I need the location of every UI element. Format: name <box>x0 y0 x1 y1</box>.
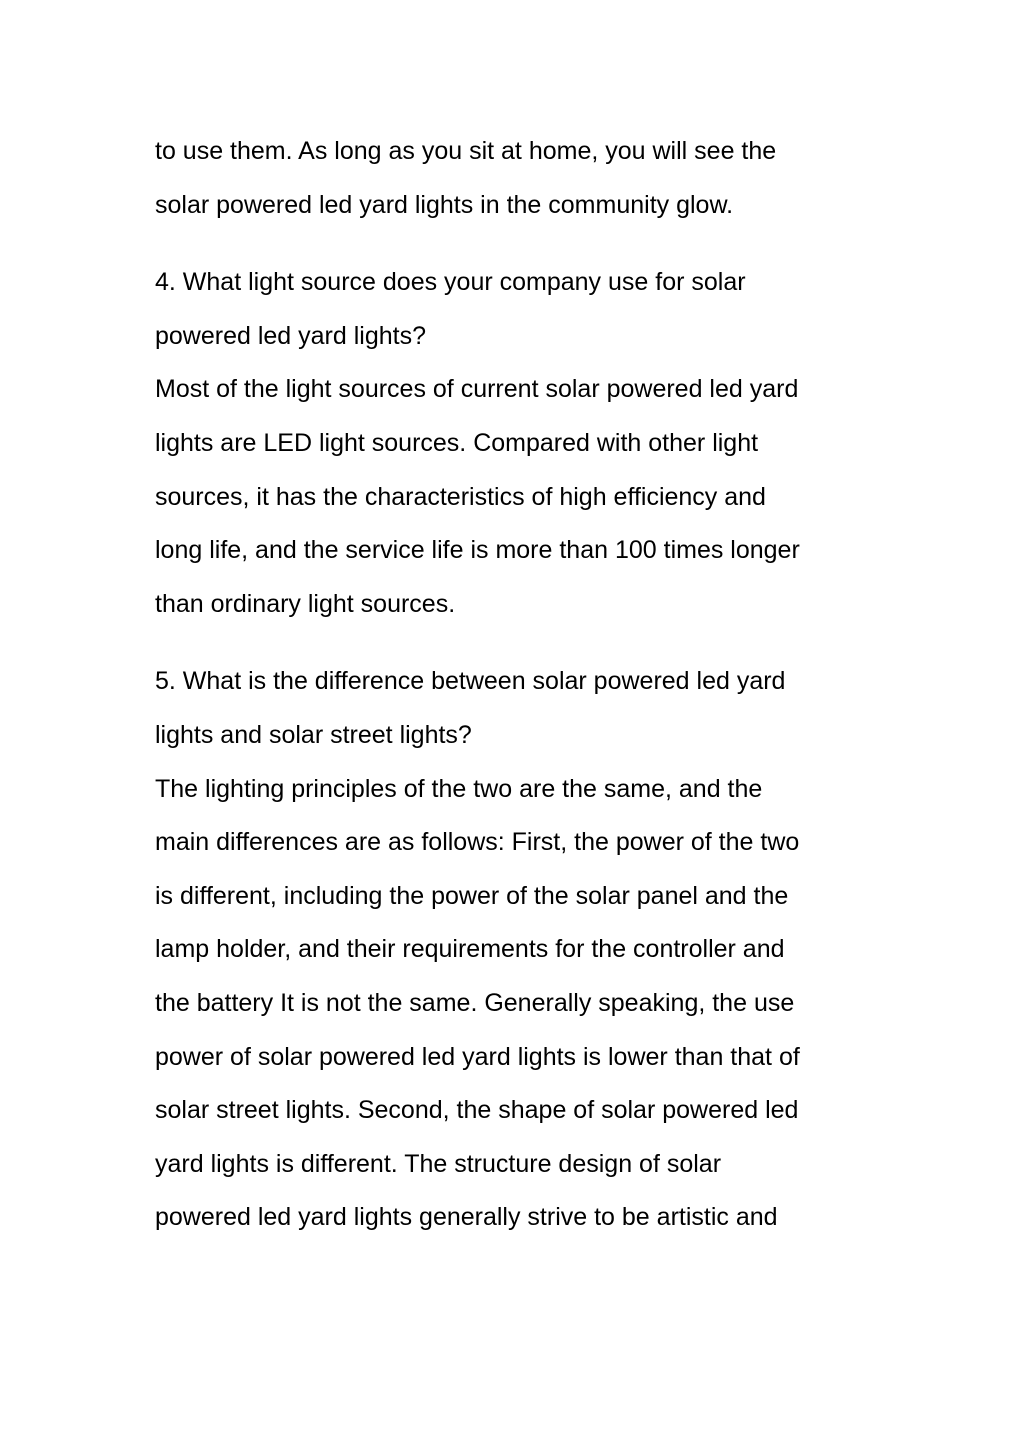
question-5-answer-line: The lighting principles of the two are the same, and the <box>155 774 763 803</box>
question-4-heading-line: powered led yard lights? <box>155 321 426 350</box>
paragraph-gap <box>155 631 885 655</box>
question-5-answer-line: powered led yard lights generally strive to be artistic and <box>155 1203 778 1232</box>
paragraph-gap <box>155 232 885 256</box>
document-body <box>155 125 885 1245</box>
question-4-answer-line: sources, it has the characteristics of high efficiency and <box>155 482 766 511</box>
question-4-answer-line: lights are LED light sources. Compared with other light <box>155 428 759 457</box>
question-5-answer-line: the battery It is not the same. Generally speaking, the use <box>155 988 795 1017</box>
question-5-answer-line: is different, including the power of the solar panel and the <box>155 881 789 910</box>
question-4-heading-line: 4. What light source does your company use for solar <box>155 268 746 297</box>
question-5-answer-line: yard lights is different. The structure design of solar <box>155 1149 722 1178</box>
question-5-answer-line: lamp holder, and their requirements for the controller and <box>155 935 785 964</box>
question-5-heading-line: 5. What is the difference between solar powered led yard <box>155 667 786 696</box>
question-5-answer-line: main differences are as follows: First, the power of the two <box>155 828 800 857</box>
intro-line: to use them. As long as you sit at home, you will see the <box>155 137 777 165</box>
question-5-answer-line: solar street lights. Second, the shape of solar powered led <box>155 1096 799 1125</box>
question-4-answer-line: long life, and the service life is more than 100 times longer <box>155 536 800 565</box>
intro-line: solar powered led yard lights in the community glow. <box>155 190 734 219</box>
question-4-answer-line: than ordinary light sources. <box>155 589 456 618</box>
question-4-answer-line: Most of the light sources of current solar powered led yard <box>155 375 799 404</box>
question-5-section <box>155 655 885 1245</box>
question-4-section <box>155 256 885 631</box>
question-5-answer-line: power of solar powered led yard lights is lower than that of <box>155 1042 800 1071</box>
intro-paragraph <box>155 125 885 232</box>
question-5-heading-line: lights and solar street lights? <box>155 720 472 749</box>
